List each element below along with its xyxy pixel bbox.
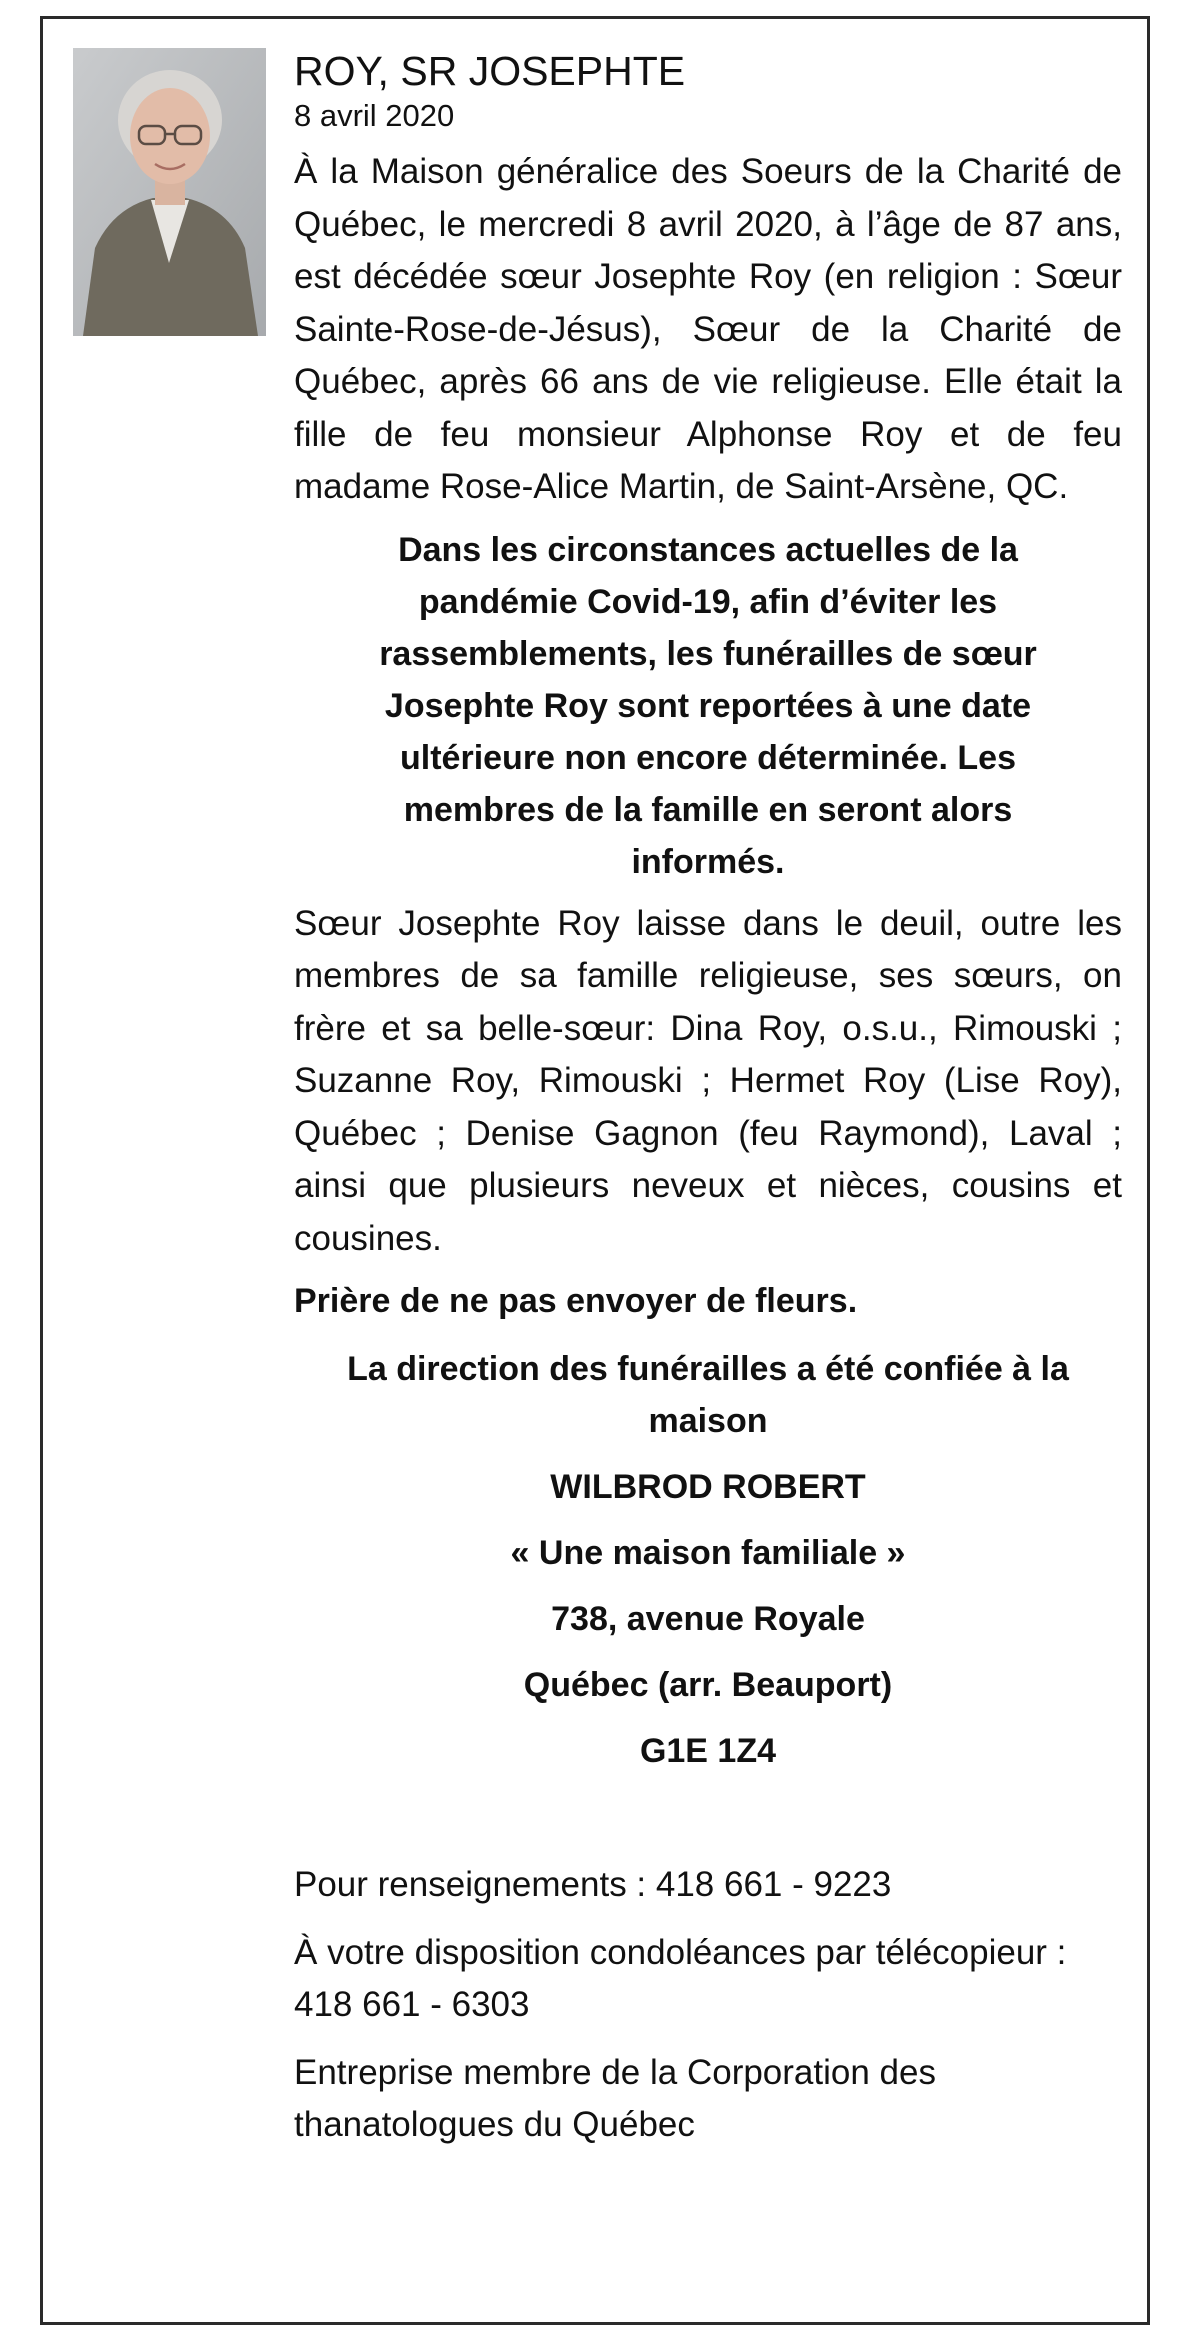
phone-info: Pour renseignements : 418 661 - 9223 [294,1865,892,1904]
portrait-photo [73,48,266,336]
survivors-paragraph: Sœur Josephte Roy laisse dans le deuil, outre les membres de sa famille religieuse, ses sœurs, on frère et sa belle-sœur: Dina Roy, o.s.u., Rimouski ; Suzanne Roy, Rimouski ; Hermet Roy (Lise Roy), Québec ; Denise Gagnon (feu Raymond), Laval ; ainsi que plusieurs neveux et nièces, cousins et cousines. [294,903,1122,1258]
funeral-home-city: Québec (arr. Beauport) [523,1666,893,1704]
covid-notice: Dans les circonstances actuelles de la pandémie Covid-19, afin d’éviter les rassemblements, les funérailles de sœur Josephte Roy sont reportées à une date ultérieure non encore déterminée. Les membres de la famille en seront alors informés. [379,530,1037,881]
obituary-paragraph: À la Maison généralice des Soeurs de la Charité de Québec, le mercredi 8 avril 2020, à l’âge de 87 ans, est décédée sœur Josephte Roy (en religion : Sœur Sainte-Rose-de-Jésus), Sœur de la Charité de Québec, après 66 ans de vie religieuse. Elle était la fille de feu monsieur Alphonse Roy et de feu madame Rose-Alice Martin, de Saint-Arsène, QC. [294,152,1122,506]
funeral-direction: La direction des funérailles a été confiée à la maison [347,1350,1069,1440]
funeral-home-name: WILBROD ROBERT [550,1468,866,1506]
obituary-content [294,44,1122,2151]
death-date: 8 avril 2020 [294,98,455,133]
deceased-name: ROY, SR JOSEPHTE [294,48,686,94]
funeral-home-street: 738, avenue Royale [551,1600,865,1638]
funeral-home-postal: G1E 1Z4 [639,1732,777,1770]
flowers-note: Prière de ne pas envoyer de fleurs. [294,1282,858,1320]
corporation-info: Entreprise membre de la Corporation des thanatologues du Québec [294,2053,936,2144]
funeral-home-slogan: « Une maison familiale » [510,1534,906,1572]
fax-info: À votre disposition condoléances par télécopieur : 418 661 - 6303 [294,1933,1067,2024]
